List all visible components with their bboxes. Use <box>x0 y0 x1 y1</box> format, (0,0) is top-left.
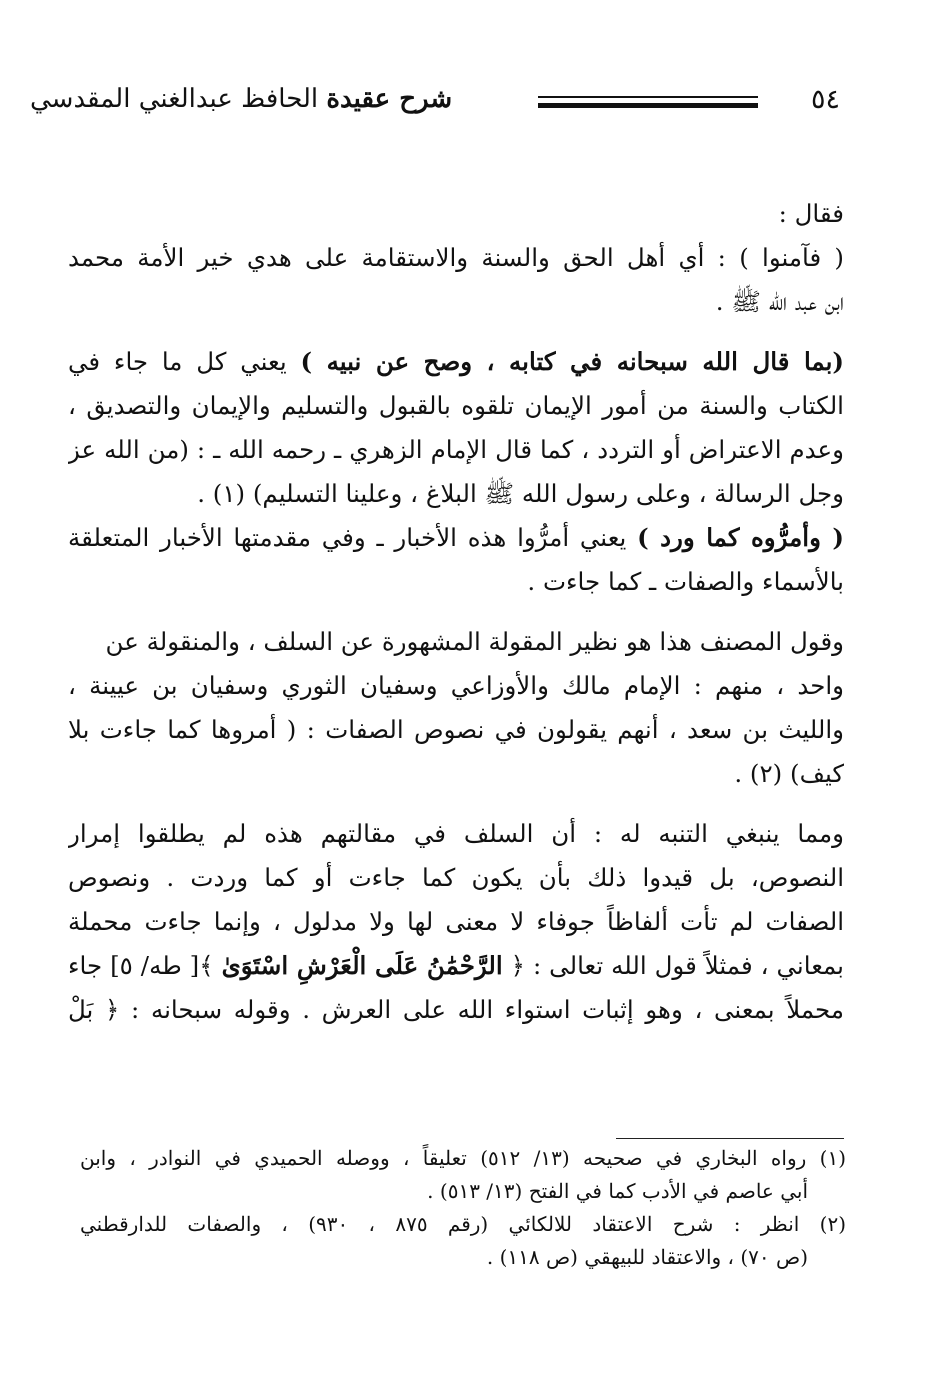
text-line: ومما ينبغي التنبه له : أن السلف في مقالتهم هذه لم يطلقوا إمرار <box>68 819 844 848</box>
commentary-text: بمعاني ، فمثلاً قول الله تعالى : ﴿ <box>502 951 844 980</box>
page-number: ٥٤ <box>810 84 840 115</box>
commentary-text: يعني أمرُّوا هذه الأخبار ـ وفي مقدمتها الأخبار المتعلقة <box>68 523 638 552</box>
running-header <box>30 82 840 126</box>
footnote-line: (١) رواه البخاري في صحيحه (١٣/ ٥١٢) تعليقاً ، ووصله الحميدي في النوادر ، وابن <box>80 1146 846 1170</box>
text-line <box>68 516 844 560</box>
text-line: الكتاب والسنة من أمور الإيمان تلقوه بالقبول والتسليم والإيمان والتصديق ، <box>68 391 844 420</box>
text-line: الصفات لم تأت ألفاظاً جوفاء لا معنى لها ولا مدلول ، وإنما جاءت محملة <box>68 907 844 936</box>
commentary-text: يعني كل ما جاء في <box>68 347 301 376</box>
text-line: والليث بن سعد ، أنهم يقولون في نصوص الصفات : ( أمروها كما جاءت بلا <box>68 715 844 744</box>
matn-quote: (بما قال الله سبحانه في كتابه ، وصح عن نبيه ) <box>300 347 844 376</box>
text-line: النصوص، بل قيدوا ذلك بأن يكون كما جاءت أو كما وردت . ونصوص <box>68 863 844 892</box>
header-ornament-rule <box>538 96 758 108</box>
commentary-text: ﴾[ طه/ ٥] جاء <box>68 951 222 980</box>
book-title <box>30 84 452 114</box>
footnote-line: (٢) انظر : شرح الاعتقاد للالكائي (رقم ٨٧٥ ، ٩٣٠) ، والصفات للدارقطني <box>80 1212 846 1236</box>
footnote-line: أبي عاصم في الأدب كما في الفتح (١٣/ ٥١٣) . <box>427 1179 808 1203</box>
quran-verse: الرَّحْمَٰنُ عَلَى الْعَرْشِ اسْتَوَىٰ <box>221 951 503 980</box>
text-line: ( فآمنوا ) : أي أهل الحق والسنة والاستقامة على هدي خير الأمة محمد <box>68 243 844 272</box>
text-line: وقول المصنف هذا هو نظير المقولة المشهورة عن السلف ، والمنقولة عن <box>105 627 844 656</box>
text-line: واحد ، منهم : الإمام مالك والأوزاعي وسفيان الثوري وسفيان بن عيينة ، <box>68 671 844 700</box>
footnote-separator <box>616 1138 844 1139</box>
main-text <box>68 192 844 1032</box>
book-title-rest: الحافظ عبدالغني المقدسي <box>30 84 319 114</box>
text-line: ابن عبد الله ﷺ . <box>715 287 844 316</box>
matn-quote: ( وأمرُّوه كما ورد ) <box>637 523 844 552</box>
text-line: كيف) (٢) . <box>734 759 844 788</box>
text-line: محملاً بمعنى ، وهو إثبات استواء الله على العرش . وقوله سبحانه : ﴿ بَلْ <box>68 995 844 1024</box>
text-line: بالأسماء والصفات ـ كما جاءت . <box>527 567 844 596</box>
footnote-line: (ص ٧٠) ، والاعتقاد للبيهقي (ص ١١٨) . <box>486 1245 808 1269</box>
book-title-bold: شرح عقيدة <box>326 84 453 114</box>
text-line <box>68 340 844 384</box>
text-line <box>68 944 844 988</box>
footnotes <box>80 1142 846 1274</box>
text-line: فقال : <box>778 199 844 228</box>
text-line: وعدم الاعتراض أو التردد ، كما قال الإمام الزهري ـ رحمه الله ـ : (من الله عز <box>68 435 844 464</box>
text-line: وجل الرسالة ، وعلى رسول الله ﷺ البلاغ ، وعلينا التسليم) (١) . <box>197 479 844 508</box>
